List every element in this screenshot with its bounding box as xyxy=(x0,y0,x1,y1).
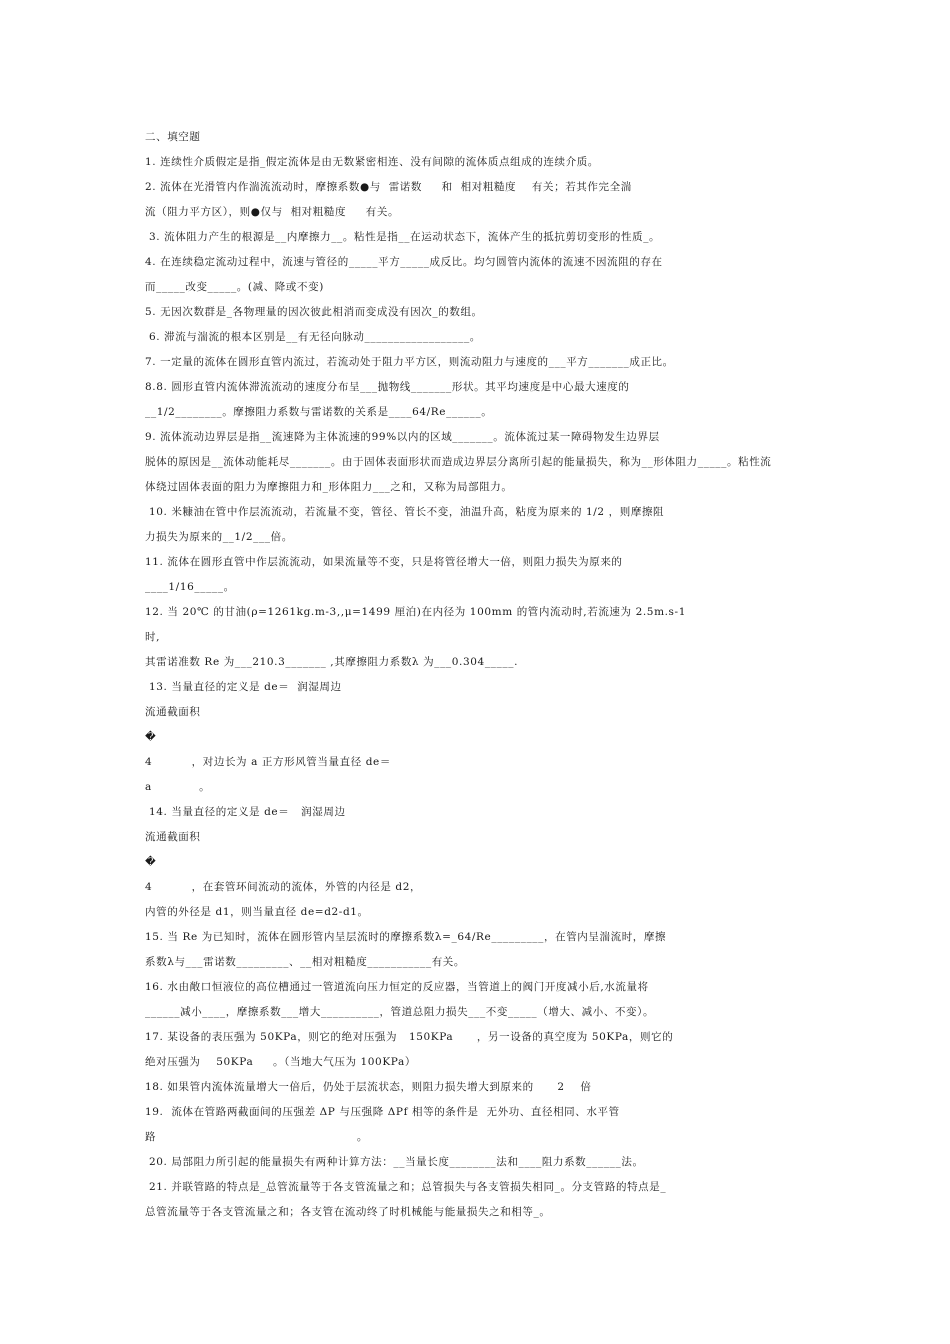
question-6-line: 6. 滞流与湍流的根本区别是__有无径向脉动__________________。 xyxy=(145,331,481,343)
question-19-line-1: 19. 流体在管路两截面间的压强差 ΔP 与压强降 ΔPf 相等的条件是 无外功、直径相同、水平管 xyxy=(145,1106,620,1118)
question-13-glyph: � xyxy=(145,731,157,743)
question-17-line-1: 17. 某设备的表压强为 50KPa，则它的绝对压强为 150KPa ，另一设备的真空度为 50KPa，则它的 xyxy=(145,1031,674,1043)
question-8-line-1: 8.8. 圆形直管内流体滞流流动的速度分布呈___抛物线_______形状。其平均速度是中心最大速度的 xyxy=(145,381,630,393)
question-14-line-1: 14. 当量直径的定义是 de＝ 润湿周边 xyxy=(145,806,346,818)
question-14-glyph: � xyxy=(145,856,157,868)
question-5-line: 5. 无因次数群是_各物理量的因次彼此相消而变成没有因次_的数组。 xyxy=(145,306,483,318)
question-7-line: 7. 一定量的流体在圆形直管内流过，若流动处于阻力平方区，则流动阻力与速度的___平方_______成正比。 xyxy=(145,356,674,368)
question-13-line-3: 4 ，对边长为 a 正方形风管当量直径 de＝ xyxy=(145,756,391,768)
question-20-line: 20. 局部阻力所引起的能量损失有两种计算方法：__当量长度________法和____阻力系数______法。 xyxy=(145,1156,644,1168)
question-3-line: 3. 流体阻力产生的根源是__内摩擦力__。粘性是指__在运动状态下，流体产生的抵抗剪切变形的性质_。 xyxy=(145,231,661,243)
question-10-line-2: 力损失为原来的__1/2___倍。 xyxy=(145,531,293,543)
question-4-line-2: 而_____改变_____。(减、降或不变) xyxy=(145,281,324,293)
question-9-line-1: 9. 流体流动边界层是指__流速降为主体流速的99%以内的区域_______。流体流过某一障碍物发生边界层 xyxy=(145,431,660,443)
question-17-line-2: 绝对压强为 50KPa 。（当地大气压为 100KPa） xyxy=(145,1056,416,1068)
question-18-line: 18. 如果管内流体流量增大一倍后，仍处于层流状态，则阻力损失增大到原来的 2 倍 xyxy=(145,1081,592,1093)
question-19-line-2: 路 。 xyxy=(145,1131,369,1143)
question-21-line-1: 21. 并联管路的特点是_总管流量等于各支管流量之和；总管损失与各支管损失相同_。分支管路的特点是_ xyxy=(145,1181,667,1193)
question-8-line-2: __1/2________。摩擦阻力系数与雷诺数的关系是____64/Re______。 xyxy=(145,406,493,418)
question-16-line-2: ______减小____，摩擦系数___增大__________，管道总阻力损失___不变_____（增大、减小、不变）。 xyxy=(145,1006,655,1018)
question-12-line-1: 12. 当 20℃ 的甘油(ρ=1261kg.m-3,,μ=1499 厘泊)在内径为 100mm 的管内流动时,若流速为 2.5m.s-1 xyxy=(145,606,686,618)
question-15-line-2: 系数λ与___雷诺数_________、__相对粗糙度___________有关。 xyxy=(145,956,466,968)
question-13-line-2: 流通截面积 xyxy=(145,706,201,718)
question-13-line-1: 13. 当量直径的定义是 de＝ 润湿周边 xyxy=(145,681,342,693)
question-10-line-1: 10. 米糠油在管中作层流流动，若流量不变，管径、管长不变，油温升高，粘度为原来的 1/2 ，则摩擦阻 xyxy=(145,506,665,518)
question-21-line-2: 总管流量等于各支管流量之和；各支管在流动终了时机械能与能量损失之和相等_。 xyxy=(145,1206,551,1218)
question-1-line: 1. 连续性介质假定是指_假定流体是由无数紧密相连、没有间隙的流体质点组成的连续介质。 xyxy=(145,156,599,168)
question-11-line-1: 11. 流体在圆形直管中作层流流动，如果流量等不变，只是将管径增大一倍，则阻力损失为原来的 xyxy=(145,556,623,568)
question-9-line-3: 体绕过固体表面的阻力为摩擦阻力和_形体阻力___之和，又称为局部阻力。 xyxy=(145,481,513,493)
question-2-line-2: 流（阻力平方区），则●仅与 相对粗糙度 有关。 xyxy=(145,206,400,218)
question-16-line-1: 16. 水由敞口恒液位的高位槽通过一管道流向压力恒定的反应器，当管道上的阀门开度减小后,水流量将 xyxy=(145,981,649,993)
question-14-line-2: 流通截面积 xyxy=(145,831,201,843)
question-9-line-2: 脱体的原因是__流体动能耗尽_______。由于固体表面形状而造成边界层分离所引起的能量损失，称为__形体阻力_____。粘性流 xyxy=(145,456,772,468)
question-15-line-1: 15. 当 Re 为已知时，流体在圆形管内呈层流时的摩擦系数λ=_64/Re_________，在管内呈湍流时，摩擦 xyxy=(145,931,667,943)
question-11-line-2: ____1/16_____。 xyxy=(145,581,235,593)
question-13-line-4: a 。 xyxy=(145,781,211,793)
question-14-line-4: 内管的外径是 d1，则当量直径 de=d2-d1。 xyxy=(145,906,369,918)
question-12-line-3: 其雷诺准数 Re 为___210.3_______ ,其摩擦阻力系数λ 为___0.304_____. xyxy=(145,656,519,668)
question-12-line-2: 时, xyxy=(145,631,161,643)
question-2-line-1: 2. 流体在光滑管内作湍流流动时，摩擦系数●与 雷诺数 和 相对粗糙度 有关；若其作完全湍 xyxy=(145,181,632,193)
section-heading: 二、填空题 xyxy=(145,131,201,143)
question-14-line-3: 4 ，在套管环间流动的流体，外管的内径是 d2， xyxy=(145,881,422,893)
question-4-line-1: 4. 在连续稳定流动过程中，流速与管径的_____平方_____成反比。均匀圆管内流体的流速不因流阻的存在 xyxy=(145,256,663,268)
